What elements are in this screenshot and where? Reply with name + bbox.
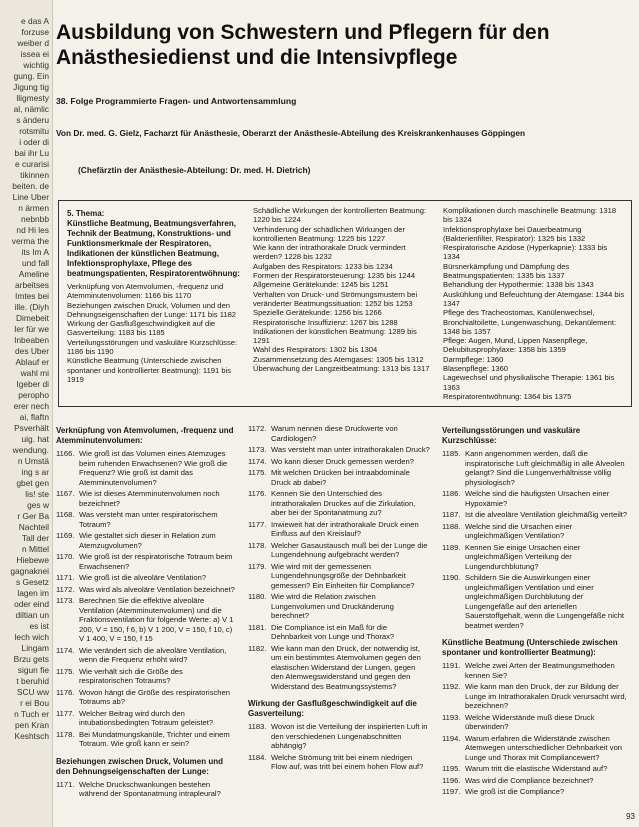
gutter-line: Dimebeit	[15, 313, 49, 323]
question-text: Wie kann man den Druck, der notwendig ist, um ein bestimmtes Atemvolumen gegen den elastischen Widerstand der Lungen, gegen den Atemwegswiderstand und gegen den Widerstand des Beatmungssystems?	[271, 643, 421, 691]
gutter-line: uig. hat	[21, 434, 49, 444]
question-item	[56, 667, 236, 686]
gutter-line: n Mittel	[22, 544, 49, 554]
gutter-line: peropho	[18, 390, 49, 400]
gutter-line: gagnaknei	[10, 566, 49, 576]
page-title: Ausbildung von Schwestern und Pflegern für den Anästhesiedienst und die Intensivpflege	[56, 21, 550, 69]
question-number: 1188.	[442, 521, 461, 531]
question-number: 1181.	[248, 622, 267, 632]
question-text: Wie gestaltet sich dieser in Relation zum Atemzugvolumen?	[79, 531, 216, 550]
question-item	[248, 445, 430, 455]
gutter-line: gung. Ein	[13, 71, 49, 81]
question-item	[56, 596, 236, 644]
question-text: Wie wird die Relation zwischen Lungenvolumen und Druckänderung berechnet?	[271, 592, 394, 620]
box-column-3	[443, 206, 625, 401]
gutter-line: Jigung tig	[13, 82, 49, 92]
question-item	[248, 644, 430, 692]
gutter-line: Ablauf er	[15, 357, 49, 367]
question-text: Welche sind die Ursachen einer ungleichmäßigen Ventilation?	[465, 521, 573, 540]
gutter-line: n Umstä	[17, 456, 49, 466]
question-item	[56, 510, 236, 529]
box-index-list-2: Schädliche Wirkungen der kontrollierten Beatmung: 1220 bis 1224 Verhinderung der schädlichen Wirkungen der kontrollierten Beatmung: 1225 bis 1227 Wie kann der intrathorakale Druck vermindert werden? 1228 bis 1232 Aufgaben des Respirators: 1233 bis 1234 Formen der Respiratorsteuerung: 1235 bis 1244 Allgemeine Gerätekunde: 1245 bis 1251 Verhalten von Druck- und Strömungsmustern bei veränderter Beatmungssituation: 1252 bis 1253 Spezielle Gerätekunde: 1256 bis 1266 Respiratorische Insuffizienz: 1267 bis 1288 Indikationen der künstlichen Beatmung: 1289 bis 1291 Wahl des Respirators: 1302 bis 1304 Zusammensetzung des Atemgases: 1305 bis 1312 Überwachung der Langzeitbeatmung: 1313 bis 1317	[253, 206, 430, 374]
question-number: 1169.	[56, 531, 75, 540]
question-item	[248, 457, 430, 467]
question-item	[442, 776, 630, 786]
gutter-line: n ärmen	[18, 203, 49, 213]
question-text: Wo kann dieser Druck gemessen werden?	[271, 456, 414, 466]
gutter-line: tikinnen	[20, 170, 49, 180]
question-number: 1196.	[442, 775, 461, 785]
question-text: Wie verhält sich die Größe des respiratorischen Totraums?	[79, 666, 183, 685]
question-number: 1170.	[56, 552, 75, 561]
gutter-line: lagen im	[17, 588, 49, 598]
question-item	[56, 780, 236, 799]
gutter-line: beiten. de	[12, 181, 49, 191]
gutter-line: e curarisi	[15, 159, 49, 169]
question-item	[248, 520, 430, 539]
question-number: 1193.	[442, 712, 461, 722]
gutter-line: Hiebewe	[16, 555, 49, 565]
question-item	[442, 787, 630, 797]
question-number: 1192.	[442, 682, 461, 691]
question-number: 1174.	[248, 456, 267, 466]
gutter-line: ille. (Diyh	[14, 302, 49, 312]
question-item	[442, 522, 630, 541]
gutter-line: ges w	[27, 500, 49, 510]
question-number: 1176.	[56, 687, 75, 697]
gutter-line: und fall	[21, 258, 49, 268]
topic-summary-box	[58, 200, 632, 407]
adjacent-page-strip	[0, 0, 53, 827]
question-text: Was versteht man unter respiratorischem Totraum?	[79, 510, 218, 529]
box-index-list-3: Komplikationen durch maschinelle Beatmung: 1318 bis 1324 Infektionsprophylaxe bei Dauerbeatmung (Bakterienfilter, Respirator): 1325 bis 1332 Respiratorische Azidose (Hyperkapnie): 1333 bis 1334 Bürsnerkämpfung und Dämpfung des Beatmungspatienten: 1335 bis 1337 Behandlung der Hypothermie: 1338 bis 1343 Auskühlung und Befeuchtung der Atemgase: 1344 bis 1347 Pflege des Tracheostomas, Kanülenwechsel, Bronchialtoilette, Lungenwaschung, Dekanülement: 1348 bis 1357 Pflege: Augen, Mund, Lippen Nasenpflege, Dekubitusprophylaxe: 1358 bis 1359 Darmpflege: 1360 Blasenpflege: 1360 Lagewechsel und physikalische Therapie: 1361 bis 1363 Respiratorentwöhnung: 1364 bis 1375	[443, 206, 625, 401]
question-number: 1185.	[442, 449, 461, 458]
question-number: 1180.	[248, 592, 267, 601]
question-number: 1174.	[56, 645, 75, 655]
thema-label: 5. Thema:	[67, 209, 105, 218]
question-text: Wie kann man den Druck, der zur Bildung der Lunge im Intrathorakalen Druck verursacht wird, bezeichnen?	[465, 682, 627, 710]
question-item	[56, 730, 236, 749]
question-text: Was wird die Compliance bezeichnet?	[465, 775, 594, 785]
question-text: Wie groß ist der respiratorische Totraum beim Erwachsenen?	[79, 552, 233, 571]
question-text: Welche zwei Arten der Beatmungsmethoden kennen Sie?	[465, 661, 615, 680]
gutter-line: Ameline	[18, 269, 49, 279]
question-text: Berechnen Sie die effektive alveoläre Ventilation (Atemminutenvolumen) und die Fraktionsventilation für folgende Werte: a) V 1 200, V = 150, f 6, b) V 1 200, V = 150, f 10, c) V 1 400, V = 150, f 15	[79, 596, 234, 643]
question-number: 1172.	[56, 584, 75, 594]
question-text: Was wird als alveoläre Ventilation bezeichnet?	[79, 584, 235, 594]
question-number: 1172.	[248, 424, 267, 433]
gutter-line: es ist	[29, 621, 49, 631]
gutter-line: nebnbb	[21, 214, 49, 224]
question-text: Warum erfahren die Widerstände zwischen Atemwegen unterschiedlicher Dehnbarkeit von Lunge und Thorax mit Compliancewert?	[465, 733, 623, 762]
question-column-3	[442, 424, 630, 799]
question-item	[56, 646, 236, 665]
question-number: 1176.	[248, 489, 267, 498]
question-item	[442, 682, 630, 711]
question-number: 1173.	[248, 445, 267, 454]
document-page	[54, 0, 639, 827]
question-item	[56, 449, 236, 487]
question-number: 1179.	[248, 561, 267, 571]
question-text: Wie ist dieses Atemminutenvolumen noch bezeichnet?	[79, 489, 220, 508]
gutter-line: bai ihr Lu	[14, 148, 49, 158]
question-item	[248, 753, 430, 772]
gutter-line: Inbeaben	[14, 335, 49, 345]
question-text: Welche sind die häufigsten Ursachen einer Hypoxämie?	[465, 489, 610, 508]
gutter-line: lech wich	[14, 632, 49, 642]
box-index-list-1: Verknüpfung von Atemvolumen, -frequenz und Atemminutenvolumen: 1166 bis 1170 Beziehungen zwischen Druck, Volumen und den Dehnungseigenschaften der Lunge: 1171 bis 1182 Wirkung der Gasflußgeschwindigkeit auf die Gasverteilung: 1183 bis 1185 Verteilungsstörungen und vaskuläre Kurzschlüsse: 1186 bis 1190 Künstliche Beatmung (Unterschiede zwischen spontaner und kontrollierter Beatmung): 1191 bis 1919	[67, 282, 238, 384]
question-item	[442, 734, 630, 763]
gutter-line: lligmesty	[16, 93, 49, 103]
question-item	[56, 489, 236, 508]
question-text: Wovon ist die Verteilung der inspirierten Luft in den verschiedenen Lungenabschnitten abhängig?	[271, 722, 428, 750]
question-column-2	[248, 424, 430, 774]
question-item	[248, 623, 430, 642]
gutter-line: n Tuch er	[14, 709, 49, 719]
gutter-line: weiber d	[17, 38, 49, 48]
gutter-line: s Gesetz	[15, 577, 49, 587]
question-text: Ist die alveoläre Ventilation gleichmäßig verteilt?	[465, 510, 628, 519]
gutter-line: r Ger Ba	[17, 511, 49, 521]
gutter-line: i oder di	[19, 137, 49, 147]
question-column-1	[56, 424, 236, 801]
question-number: 1177.	[248, 519, 267, 529]
series-line: 38. Folge Programmierte Fragen- und Antwortensammlung	[56, 96, 297, 106]
question-number: 1190.	[442, 573, 461, 582]
gutter-line: Brzu gets	[13, 654, 49, 664]
gutter-line: Line Uber	[12, 192, 49, 202]
section-heading: Wirkung der Gasflußgeschwindigkeit auf die Gasverteilung:	[248, 699, 417, 718]
question-number: 1171.	[56, 573, 75, 582]
question-number: 1194.	[442, 733, 461, 743]
question-number: 1167.	[56, 489, 75, 498]
gutter-line: r ei Bou	[20, 698, 49, 708]
question-text: Bei Mundatmungskanüle, Trichter und einem Totraum. Wie groß kann er sein?	[79, 729, 230, 748]
question-item	[442, 573, 630, 630]
gutter-line: Keshtsch	[14, 731, 49, 741]
question-item	[442, 449, 630, 487]
question-text: Kennen Sie den Unterschied des intrathorakalen Druckes auf die Zirkulation, aber bei der Spontanatmung zu?	[271, 489, 416, 517]
question-item	[248, 541, 430, 560]
question-item	[442, 764, 630, 774]
question-number: 1173.	[56, 596, 75, 605]
question-item	[56, 709, 236, 728]
question-number: 1177.	[56, 708, 75, 718]
gutter-line: lis! ste	[25, 489, 49, 499]
question-item	[56, 573, 236, 583]
question-text: Wie groß ist die Compliance?	[465, 787, 565, 796]
gutter-line: SCU ww	[16, 687, 49, 697]
chief-line: (Chefärztin der Anästhesie-Abteilung: Dr. med. H. Dietrich)	[78, 165, 311, 175]
question-item	[442, 543, 630, 572]
gutter-line: wichtig	[23, 60, 49, 70]
question-number: 1191.	[442, 661, 461, 670]
question-number: 1178.	[248, 540, 267, 550]
gutter-line: wendung.	[12, 445, 49, 455]
gutter-line: Lingam	[21, 643, 49, 653]
gutter-line: s änderu	[16, 115, 49, 125]
question-text: Was versteht man unter intrathorakalen Druck?	[271, 445, 430, 454]
gutter-line: sigun fie	[17, 665, 49, 675]
gutter-line: gbet gen	[16, 478, 49, 488]
question-item	[248, 489, 430, 518]
question-number: 1166.	[56, 449, 75, 458]
box-column-1	[67, 209, 245, 384]
question-text: Welche Druckschwankungen bestehen während der Spontanatmung intrapleural?	[79, 779, 221, 798]
gutter-line: arbeitses	[15, 280, 49, 290]
gutter-line: Igeber di	[16, 379, 49, 389]
question-text: Welche Strömung tritt bei einem niedrigen Flow auf, was tritt bei einem hohen Flow auf?	[271, 752, 424, 771]
question-number: 1175.	[248, 468, 267, 477]
question-text: Warum nennen diese Druckwerte von Cardiologen?	[271, 424, 398, 443]
question-text: Schildern Sie die Auswirkungen einer ungleichmäßigen Ventilation und einer ungleichmäßigen Durchblutung der Lungengefäße auf den arteriellen Sauerstoffgehalt, wenn die Lungengefäße nicht beatmet werden?	[465, 573, 625, 630]
gutter-line: diltian un	[15, 610, 49, 620]
page-number: 93	[626, 812, 635, 821]
question-text: Kann angenommen werden, daß die inspiratorische Luft gleichmäßig in alle Alveolen gelangt? Sind die Lungenverhältnisse völlig physiologisch?	[465, 449, 625, 487]
gutter-line: issea ei	[20, 49, 49, 59]
question-item	[56, 552, 236, 571]
gutter-line: Nachteil	[18, 522, 49, 532]
gutter-line: ing s ar	[21, 467, 49, 477]
gutter-line: Ier für we	[14, 324, 49, 334]
question-text: Warum tritt die elastische Widerstand auf?	[465, 764, 608, 773]
question-text: Welcher Gasaustausch muß bei der Lunge die Lungendehnung aufgebracht werden?	[271, 540, 428, 559]
question-number: 1175.	[56, 666, 75, 676]
question-text: Kennen Sie einige Ursachen einer ungleichmäßigen Verteilung der Lungendurchblutung?	[465, 542, 581, 571]
gutter-line: rotsmitu	[19, 126, 49, 136]
question-text: Die Compliance ist ein Maß für die Dehnbarkeit von Lunge und Thorax?	[271, 622, 395, 641]
gutter-line: Psverhält	[14, 423, 49, 433]
question-text: Wie groß ist die alveoläre Ventilation?	[79, 573, 207, 582]
gutter-line: verma the	[11, 236, 49, 246]
gutter-line: erer nech	[13, 401, 49, 411]
question-number: 1183.	[248, 722, 267, 731]
question-item	[248, 562, 430, 591]
thema-title: Künstliche Beatmung, Beatmungsverfahren, Technik der Beatmung, Konstruktions- und Funktionsmerkmale der Respiratoren, Indikationen der künstlichen Beatmung, Infektionsprophylaxe, Pflege des beatmungspatienten, Respiratorentwöhnung:	[67, 219, 240, 278]
question-item	[248, 722, 430, 751]
gutter-line: al, nämlic	[13, 104, 49, 114]
question-item	[56, 531, 236, 550]
gutter-line: e das A	[21, 16, 49, 26]
gutter-line: oder eind	[14, 599, 49, 609]
question-number: 1197.	[442, 787, 461, 796]
gutter-line: forzuse	[21, 27, 49, 37]
question-number: 1195.	[442, 764, 461, 773]
section-heading: Verteilungsstörungen und vaskuläre Kurzschlüsse:	[442, 426, 581, 445]
question-text: Wie groß ist das Volumen eines Atemzuges beim ruhenden Erwachsenen? Wie groß die Frequenz? Wie groß ist damit das Atemminutenvolumen?	[79, 449, 228, 487]
section-heading: Künstliche Beatmung (Unterschiede zwischen spontaner und kontrollierter Beatmung):	[442, 638, 618, 657]
question-number: 1189.	[442, 542, 461, 552]
question-item	[442, 661, 630, 680]
question-number: 1182.	[248, 643, 267, 653]
gutter-line: des Uber	[15, 346, 49, 356]
question-text: Wie verändert sich die alveoläre Ventilation, wenn die Frequenz erhöht wird?	[79, 645, 227, 664]
question-number: 1187.	[442, 510, 461, 519]
question-item	[56, 585, 236, 595]
question-item	[442, 489, 630, 508]
question-text: Wovon hängt die Größe des respiratorischen Totraums ab?	[79, 687, 230, 706]
question-number: 1186.	[442, 489, 461, 498]
question-number: 1168.	[56, 510, 75, 519]
gutter-line: ai, flaftn	[19, 412, 49, 422]
author-line: Von Dr. med. G. Gielz, Facharzt für Anästhesie, Oberarzt der Anästhesie-Abteilung des Kreiskrankenhauses Göppingen	[56, 128, 526, 138]
section-heading: Verknüpfung von Atemvolumen, -frequenz und Atemminutenvolumen:	[56, 426, 234, 445]
question-item	[56, 688, 236, 707]
question-text: Inwieweit hat der intrathorakale Druck einen Einfluss auf den Kreislauf?	[271, 519, 419, 538]
question-text: Wie wird mit der gemessenen Lungendehnungsgröße der Dehnbarkeit gemessen? Ein Einheiten für Compliance?	[271, 561, 415, 590]
question-number: 1171.	[56, 779, 75, 789]
gutter-line: pen Kran	[15, 720, 49, 730]
gutter-line: Imtes bei	[15, 291, 49, 301]
gutter-line: its Im A	[21, 247, 49, 257]
question-item	[248, 592, 430, 621]
question-item	[248, 424, 430, 443]
section-heading: Beziehungen zwischen Druck, Volumen und den Dehnungseigenschaften der Lunge:	[56, 756, 223, 776]
question-number: 1178.	[56, 729, 75, 739]
question-number: 1184.	[248, 752, 267, 762]
question-item	[442, 713, 630, 732]
question-text: Mit welchen Drücken bei intraabdominale Druck ab dabei?	[271, 468, 410, 487]
gutter-line: Tall der	[22, 533, 49, 543]
question-item	[442, 510, 630, 520]
gutter-line: wahl mi	[20, 368, 49, 378]
question-item	[248, 468, 430, 487]
gutter-line: t beruhid	[16, 676, 49, 686]
question-text: Welcher Beitrag wird durch den intubationsbedingten Totraum geleistet?	[79, 708, 214, 727]
question-text: Welche Widerstände muß diese Druck überwinden?	[465, 712, 595, 731]
box-column-2	[253, 206, 435, 373]
gutter-line: nd Hi les	[16, 225, 49, 235]
